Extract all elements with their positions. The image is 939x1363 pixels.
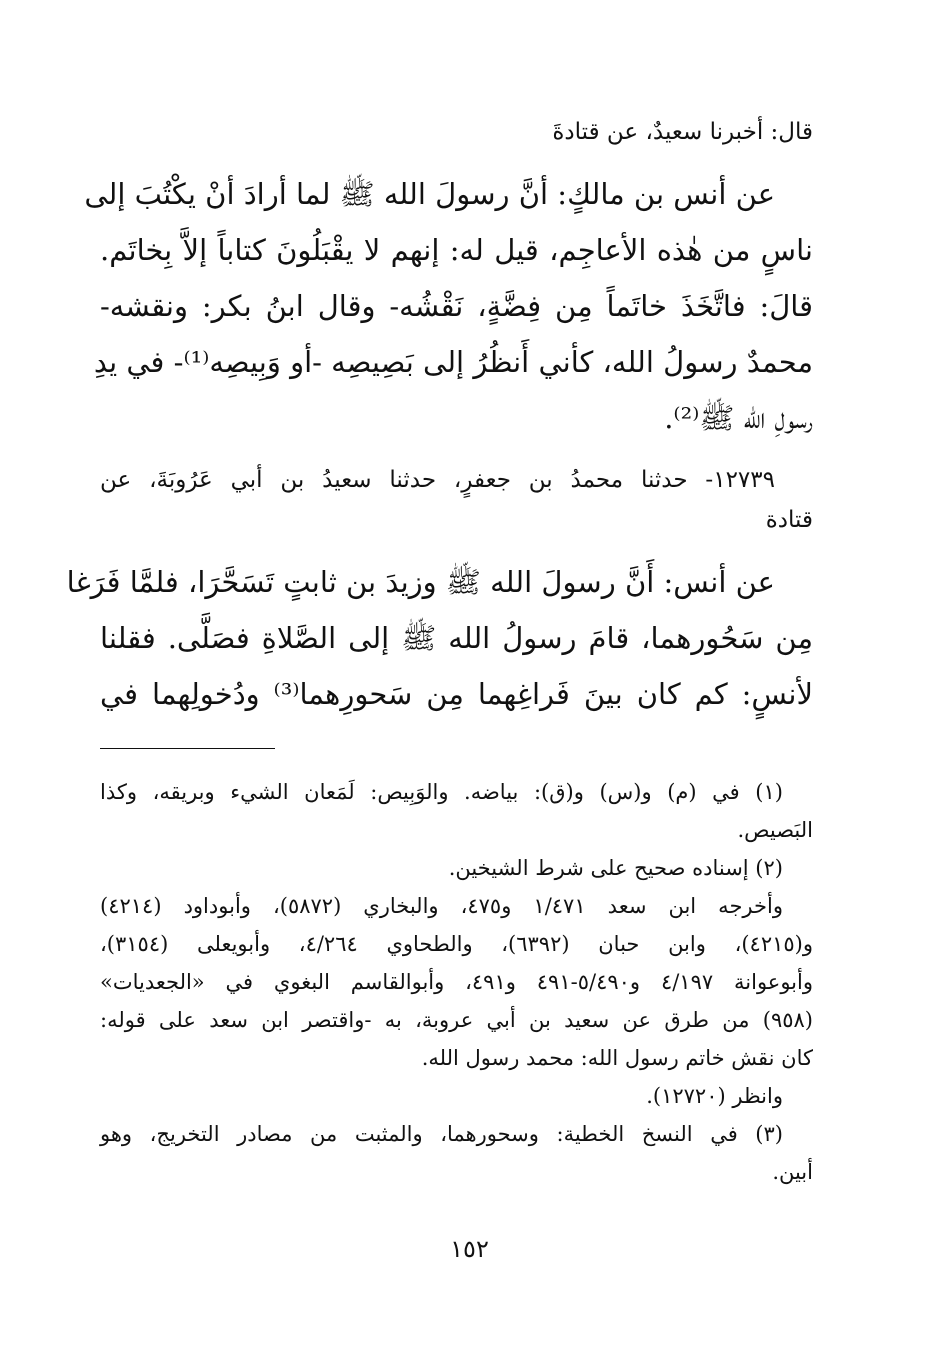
page-number: ١٥٢	[450, 1235, 489, 1263]
isnad-line: ١٢٧٣٩- حدثنا محمدُ بن جعفرٍ، حدثنا سعيدُ بن أبي عَرُوبَةَ، عن	[100, 467, 775, 493]
footnote-1: (١) في (م) و(س) و(ق): بياضه. والوَبِيص: لَمَعان الشيء وبريقه، وكذا	[100, 780, 783, 804]
text-line: ناسٍ من هٰذه الأعاجِم، قيل له: إنهم لا يقْبَلُونَ كتاباً إلاَّ بِخاتَم.	[100, 233, 813, 267]
hadith-paragraph-2	[66, 554, 813, 722]
hadith-paragraph-1	[84, 166, 813, 446]
footnote-2-takhrij-cont: و(٤٢١٥)، وابن حبان (٦٣٩٢)، والطحاوي ٤/٢٦٤، وأبويعلى (٣١٥٤)،	[100, 932, 814, 956]
text-line: مِن سَحُورهما، قامَ رسولُ الله ﷺ إلى الصَّلاةِ فصَلَّى. فقلنا	[100, 621, 813, 655]
isnad-line: قتادة	[765, 507, 813, 533]
footnote-1-cont: البَصيص.	[737, 818, 813, 842]
footnote-2-takhrij: وأخرجه ابن سعد ١/٤٧١ و٤٧٥، والبخاري (٥٨٧٢)، وأبوداود (٤٢١٤)	[100, 894, 783, 918]
text-line: محمدٌ رسولُ الله، كأني أَنظُرُ إلى بَصِيصِه -أو وَبِيصِه⁽¹⁾- في يدِ	[93, 345, 813, 379]
text-line: رسولِ الله ﷺ⁽²⁾.	[664, 401, 813, 435]
footnote-2-takhrij-cont: (٩٥٨) من طرق عن سعيد بن أبي عروبة، به -واقتصر ابن سعد على قوله:	[100, 1008, 813, 1032]
hadith-number-12739-isnad	[100, 460, 813, 540]
footnote-separator	[100, 748, 275, 749]
footnote-2: (٢) إسناده صحيح على شرط الشيخين.	[448, 856, 783, 880]
main-text	[66, 112, 813, 722]
isnad-intro-line: قال: أخبرنا سعيدٌ، عن قتادةَ	[552, 119, 813, 145]
text-line: عن أنس: أَنَّ رسولَ الله ﷺ وزيدَ بن ثابتٍ تَسَحَّرَا، فلمَّا فَرَغا	[66, 565, 775, 599]
book-page	[66, 112, 814, 1191]
footnotes	[100, 773, 813, 1191]
text-line: قالَ: فاتَّخَذَ خاتَماً مِن فِضَّةٍ، نَقْشُه- وقال ابنُ بكر: ونقشه-	[100, 289, 813, 323]
footnote-2-takhrij-cont: وأبوعوانة ٤/١٩٧ و٥/٤٩٠-٤٩١ و٤٩١، وأبوالقاسم البغوي في «الجعديات»	[100, 970, 813, 994]
text-line: لأنسٍ: كم كان بينَ فَراغِهما مِن سَحورِهما⁽³⁾ ودُخولِهما في	[100, 677, 813, 711]
footnote-2-see-also: وانظر (١٢٧٢٠).	[646, 1084, 783, 1108]
footnote-3: (٣) في النسخ الخطية: وسحورهما، والمثبت من مصادر التخريج، وهو	[100, 1122, 783, 1146]
footnote-3-cont: أبين.	[772, 1160, 813, 1184]
text-line: عن أنس بن مالكٍ: أنَّ رسولَ الله ﷺ لما أرادَ أنْ يكْتُبَ إلى	[84, 177, 775, 211]
footnote-2-takhrij-cont: كان نقش خاتم رسول الله: محمد رسول الله.	[421, 1046, 813, 1070]
